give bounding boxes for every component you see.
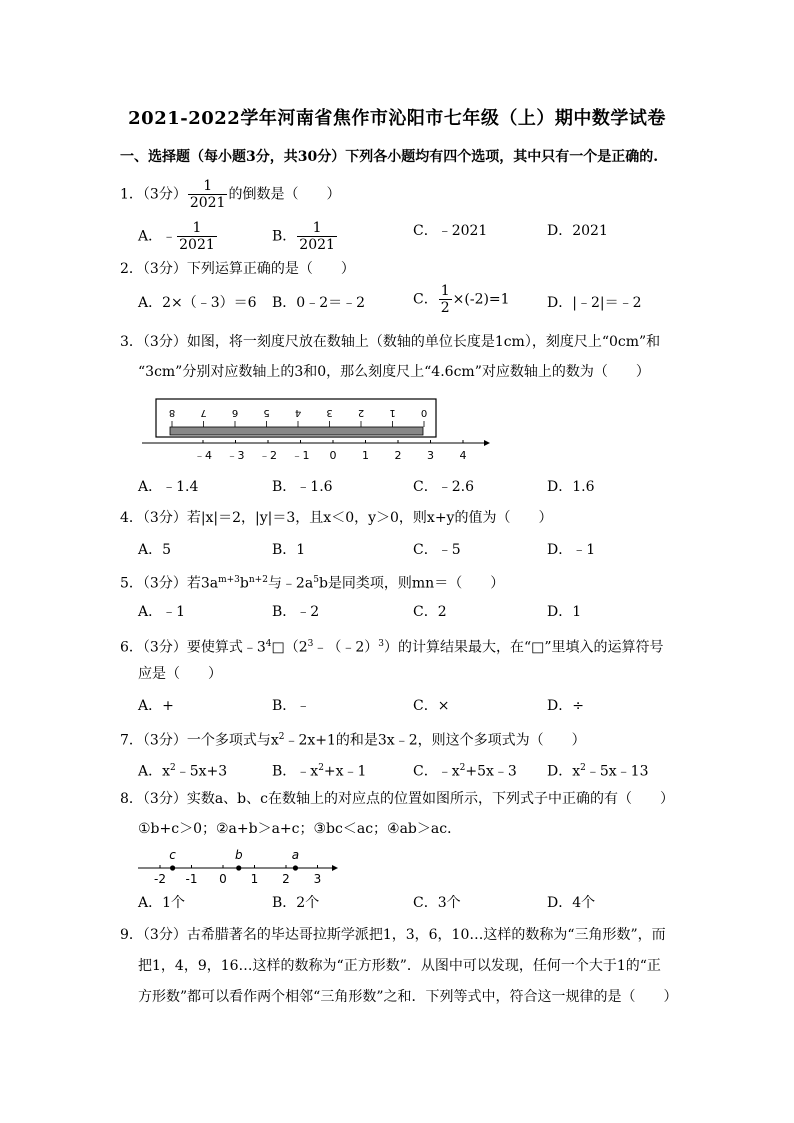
q7-post: ﹣2x+1的和是3x﹣2，则这个多项式为（ ） — [284, 732, 586, 749]
q7-b-pre: B．﹣x — [272, 763, 319, 780]
q2-option-a[interactable]: A．2×（﹣3）＝6 — [138, 295, 257, 311]
q3-axis-arrow — [484, 440, 490, 446]
q7-c-sup: 2 — [459, 763, 466, 773]
q8-point-label: c — [169, 848, 176, 862]
ruler-label-text: 7 — [200, 407, 207, 418]
q1-a-num: 1 — [177, 220, 217, 237]
q6-option-b[interactable]: B．﹣ — [272, 698, 311, 714]
q7-d-post: ﹣5x﹣13 — [585, 763, 649, 780]
q7-d-pre: D．x — [547, 763, 581, 780]
question-2: 2．（3分）下列运算正确的是（ ） — [120, 261, 355, 277]
q1-frac-den: 2021 — [189, 195, 226, 211]
q6-sup-2: 3 — [307, 639, 314, 649]
q2-c-num: 1 — [440, 283, 450, 299]
ruler-label-text: 4 — [294, 407, 302, 418]
q7-a-sup: 2 — [170, 763, 176, 773]
q7-option-d[interactable] — [547, 758, 648, 782]
q5-option-d[interactable]: D．1 — [547, 604, 582, 620]
section-heading: 一、选择题（每小题3分，共30分）下列各小题均有四个选项，其中只有一个是正确的. — [120, 149, 659, 165]
q2-c-post: ×(-2)=1 — [452, 291, 510, 308]
q7-option-b[interactable] — [272, 758, 366, 782]
ruler-label-text: 6 — [231, 407, 239, 418]
q8-axis-tick-label: 2 — [282, 872, 290, 886]
ruler-label-text: 0 — [420, 407, 428, 418]
q2-c-fraction — [439, 283, 452, 316]
q3-axis-tick-label: ﹣4 — [194, 449, 212, 462]
ruler-label — [389, 407, 395, 418]
q1-a-den: 2021 — [179, 237, 215, 253]
q4-option-d[interactable]: D．﹣1 — [547, 542, 596, 558]
question-9-line-3: 方形数”都可以看作两个相邻“三角形数”之和．下列等式中，符合这一规律的是（ ） — [138, 989, 678, 1005]
q8-point — [170, 865, 175, 870]
q7-sup-1: 2 — [278, 732, 285, 742]
ruler-label — [358, 407, 364, 418]
q8-axis-arrow — [332, 865, 338, 871]
q6-mid-2: ﹣（﹣2） — [313, 639, 379, 656]
q5-sup-1: m+3 — [218, 575, 240, 585]
q3-axis-tick-label: 2 — [394, 449, 402, 462]
question-3-line-1: 3．（3分）如图，将一刻度尺放在数轴上（数轴的单位长度是1cm），刻度尺上“0cm”和 — [120, 334, 661, 350]
q6-pre: 6．（3分）要使算式﹣3 — [120, 639, 266, 656]
q3-axis-tick-label: ﹣1 — [291, 449, 310, 462]
q5-post: b是同类项，则mn＝（ ） — [318, 575, 505, 592]
question-9-line-2: 把1，4，9，16…这样的数称为“正方形数”．从图中可以发现，任何一个大于1的“正 — [138, 958, 661, 974]
q1-frac-num: 1 — [188, 178, 228, 195]
q3-option-b[interactable]: B．﹣1.6 — [272, 479, 333, 495]
q1-option-b[interactable] — [272, 220, 338, 253]
ruler-label-text: 8 — [168, 407, 176, 418]
q7-option-c[interactable] — [413, 758, 517, 782]
q7-b-sup: 2 — [318, 763, 324, 773]
q7-c-post: +5x﹣3 — [465, 763, 517, 780]
ruler-label — [326, 407, 332, 418]
ruler-label — [263, 407, 269, 418]
question-9-line-1: 9．（3分）古希腊著名的毕达哥拉斯学派把1，3，6，10…这样的数称为“三角形数”，而 — [120, 927, 666, 943]
ruler-label — [295, 407, 301, 418]
q5-mid-2: 与﹣2a — [267, 575, 314, 592]
q4-option-a[interactable]: A．5 — [138, 542, 172, 558]
q1-option-c[interactable]: C．﹣2021 — [413, 223, 488, 239]
question-8-line-2: ①b+c＞0；②a+b＞a+c；③bc＜ac；④ab＞ac． — [138, 821, 462, 837]
q3-axis-tick-label: 3 — [427, 449, 434, 462]
q2-c-den: 2 — [440, 300, 450, 316]
ruler-label — [169, 407, 175, 418]
page-title: 2021-2022学年河南省焦作市沁阳市七年级（上）期中数学试卷 — [128, 108, 666, 129]
q1-a-fraction — [177, 220, 217, 253]
ruler-label — [200, 407, 206, 418]
q7-a-post: ﹣5x+3 — [175, 763, 228, 780]
q5-option-a[interactable]: A．﹣1 — [138, 604, 186, 620]
ruler-label-text: 1 — [389, 407, 396, 418]
question-7 — [120, 727, 586, 751]
q8-option-b[interactable]: B．2个 — [272, 895, 320, 911]
q5-mid-1: b — [239, 575, 249, 592]
q5-sup-3: 5 — [313, 575, 319, 585]
q6-option-a[interactable]: A．+ — [138, 698, 174, 714]
q2-option-d[interactable]: D．|﹣2|＝﹣2 — [547, 295, 642, 311]
q7-d-sup: 2 — [580, 763, 586, 773]
q1-fraction — [188, 178, 228, 211]
q8-point — [236, 865, 241, 870]
q3-axis-tick-label: ﹣3 — [226, 449, 245, 462]
q8-option-c[interactable]: C．3个 — [413, 895, 461, 911]
q8-option-a[interactable]: A．1个 — [138, 895, 186, 911]
q7-option-a[interactable] — [138, 758, 227, 782]
ruler-bar — [170, 427, 423, 435]
ruler-label-text: 2 — [357, 407, 365, 418]
question-5 — [120, 570, 504, 594]
q2-option-b[interactable]: B．0﹣2＝﹣2 — [272, 295, 366, 311]
question-1 — [120, 178, 340, 211]
q3-axis-tick-label: ﹣2 — [259, 449, 277, 462]
q8-axis-tick-label: 1 — [250, 872, 259, 886]
q3-axis-tick-label: 0 — [329, 449, 337, 462]
q8-axis-tick-label: -2 — [154, 872, 166, 886]
q1-option-a[interactable] — [138, 220, 218, 253]
q8-axis-ticks — [154, 848, 321, 886]
q5-option-c[interactable]: C．2 — [413, 604, 447, 620]
q4-option-b[interactable]: B．1 — [272, 542, 306, 558]
q8-axis-tick-label: 0 — [219, 872, 227, 886]
q8-option-d[interactable]: D．4个 — [547, 895, 596, 911]
q6-sup-3: 3 — [378, 639, 384, 649]
q6-sup-1: 4 — [265, 639, 272, 649]
ruler-label — [232, 407, 238, 418]
q5-pre: 5．（3分）若3a — [120, 575, 219, 592]
q3-axis-tick-label: 1 — [362, 449, 369, 462]
q7-pre: 7．（3分）一个多项式与x — [120, 732, 279, 749]
q6-post: ）的计算结果最大，在“□”里填入的运算符号 — [384, 639, 664, 656]
q3-option-d[interactable]: D．1.6 — [547, 479, 595, 495]
question-4: 4．（3分）若|x|＝2，|y|＝3，且x＜0，y＞0，则x+y的值为（ ） — [120, 510, 553, 526]
ruler-label — [421, 407, 427, 418]
question-8-line-1: 8．（3分）实数a、b、c在数轴上的对应点的位置如图所示，下列式子中正确的有（ ） — [120, 791, 674, 807]
q8-point — [293, 865, 298, 870]
question-3-line-2: “3cm”分别对应数轴上的3和0，那么刻度尺上“4.6cm”对应数轴上的数为（ ） — [138, 364, 650, 380]
q8-point-label: a — [291, 848, 300, 862]
q3-option-c[interactable]: C．﹣2.6 — [413, 479, 474, 495]
q1-b-num: 1 — [297, 220, 337, 237]
q4-option-c[interactable]: C．﹣5 — [413, 542, 461, 558]
q8-axis-tick-label: -1 — [185, 872, 198, 886]
q6-mid-1: □（2 — [271, 639, 308, 656]
q8-point-label: b — [234, 848, 243, 862]
q1-b-fraction — [297, 220, 337, 253]
ruler-number-line-figure — [140, 395, 490, 465]
q6-option-c[interactable]: C．× — [413, 698, 450, 714]
q3-option-a[interactable]: A．﹣1.4 — [138, 479, 199, 495]
q7-c-pre: C．﹣x — [413, 763, 460, 780]
q2-c-pre: C． — [413, 291, 438, 308]
q1-stem: 的倒数是（ ） — [228, 186, 341, 203]
q6-option-d[interactable]: D．÷ — [547, 698, 584, 714]
q7-b-post: +x﹣1 — [323, 763, 367, 780]
question-6-line-1 — [120, 634, 664, 658]
q7-a-pre: A．x — [138, 763, 171, 780]
q2-option-c[interactable] — [413, 283, 510, 316]
q1-number: 1．（3分） — [120, 186, 187, 203]
question-6-line-2: 应是（ ） — [138, 666, 222, 682]
ruler-label-text: 5 — [263, 407, 270, 418]
ruler-label-text: 3 — [326, 407, 333, 418]
abc-number-line-figure — [138, 845, 343, 887]
q1-b-den: 2021 — [299, 237, 335, 253]
q3-axis-tick-label: 4 — [459, 449, 467, 462]
q1-a-pre: A．﹣ — [138, 228, 177, 245]
q5-option-b[interactable]: B．﹣2 — [272, 604, 320, 620]
q1-b-pre: B． — [272, 228, 297, 245]
q8-axis-tick-label: 3 — [313, 872, 322, 886]
q5-sup-2: n+2 — [248, 575, 268, 585]
q1-option-d[interactable]: D．2021 — [547, 223, 608, 239]
